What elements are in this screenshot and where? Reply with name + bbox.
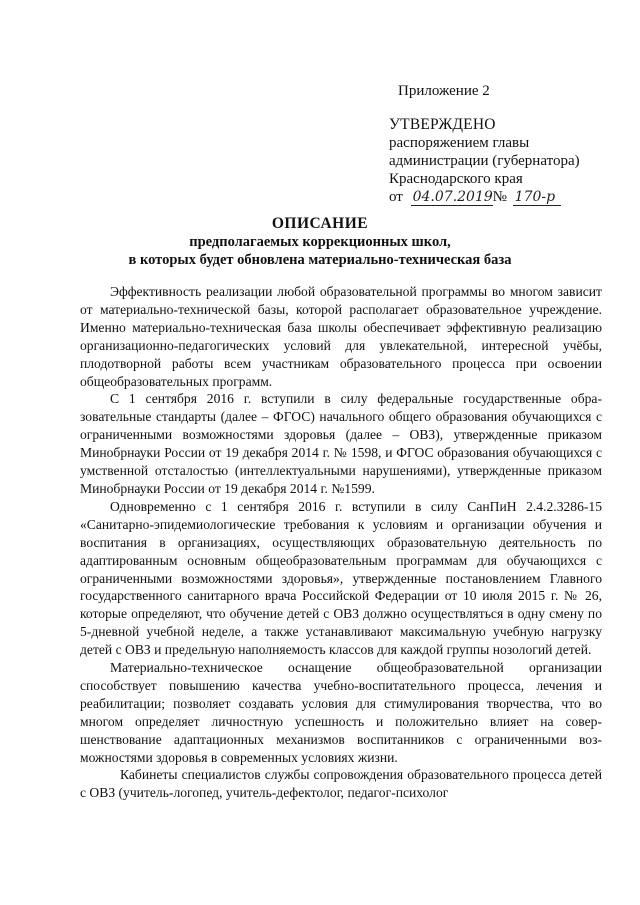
- appendix-label: Приложение 2: [398, 83, 490, 99]
- paragraph-5: Кабинеты специалистов службы сопровождения образовательного процесса детей с ОВЗ (учитель-логопед, учитель-дефектолог, педагог-психолог: [80, 767, 602, 801]
- subtitle-line-2: в которых будет обновлена материально-техническая база: [128, 252, 512, 268]
- body-text: [80, 283, 602, 802]
- approval-stamp-block: [389, 116, 580, 206]
- document-title: ОПИСАНИЕ: [271, 215, 369, 232]
- number-symbol: №: [492, 189, 507, 205]
- subtitle-line-1: предполагаемых коррекционных школ,: [189, 234, 451, 250]
- approval-date-line: [389, 188, 580, 206]
- handwritten-number: 170-р: [513, 190, 561, 206]
- from-label: от: [389, 189, 403, 205]
- handwritten-date: 04.07.2019: [412, 189, 493, 205]
- document-title-block: [60, 215, 580, 269]
- approved-heading: УТВЕРЖДЕНО: [389, 116, 496, 133]
- paragraph-3: Одновременно с 1 сентября 2016 г. вступили в силу СанПиН 2.4.2.3286-15 «Санитарно-эпидемиологические требования к условиям и организации обучения и воспитания в организациях, осуществляющих образовательную деятельность по адаптированным основным общеобразовательным программам для обучающихся с ограниченными возможностями здоровья», утвержденные постановлением Главного государственного санитарного врача Российской Федерации от 10 июля 2015 г. № 26, которые определяют, что обучение детей с ОВЗ должно осуществляться в одну смену по 5-дневной учебной неделе, а также устанавливают максимальную учебную нагрузку детей с ОВЗ и предельную наполняемость классов для каждой группы нозологий детей.: [80, 498, 602, 658]
- approval-line-3: Краснодарского края: [389, 171, 523, 187]
- approval-line-1: распоряжением главы: [389, 135, 530, 151]
- paragraph-1: Эффективность реализации любой образовательной программы во многом зависит от материально-технической базы, которой располагает образовательное учреждение. Именно материально-техническая база школы обеспечивает эффективную реализацию организационно-педагогических условий для увлекательной, интересной учёбы, плодотворной работы всем участникам образовательного процесса при освоении общеобразовательных программ.: [80, 284, 602, 389]
- paragraph-4: Материально-техническое оснащение общеобразовательной организации способствует повышению качества учебно-воспитательного процесса, лечения и реабилитации; позволяет создавать условия для стимулирования творчества, что во многом определяет личностную успешность и положительно влияет на совершенствование адаптационных механизмов воспитанников с ограниченными возможностями здоровья в современных условиях жизни.: [80, 660, 602, 765]
- approval-line-2: администрации (губернатора): [389, 153, 580, 169]
- paragraph-2: С 1 сентября 2016 г. вступили в силу федеральные государственные образовательные стандарты (далее – ФГОС) начального общего образования обучающихся с ограниченными возможностями здоровья (далее – ОВЗ), утвержденные приказом Минобрнауки России от 19 декабря 2014 г. № 1598, и ФГОС образования обучающихся с умственной отсталостью (интеллектуальными нарушениями), утвержденные приказом Минобрнауки России от 19 декабря 2014 г. №1599.: [80, 391, 602, 496]
